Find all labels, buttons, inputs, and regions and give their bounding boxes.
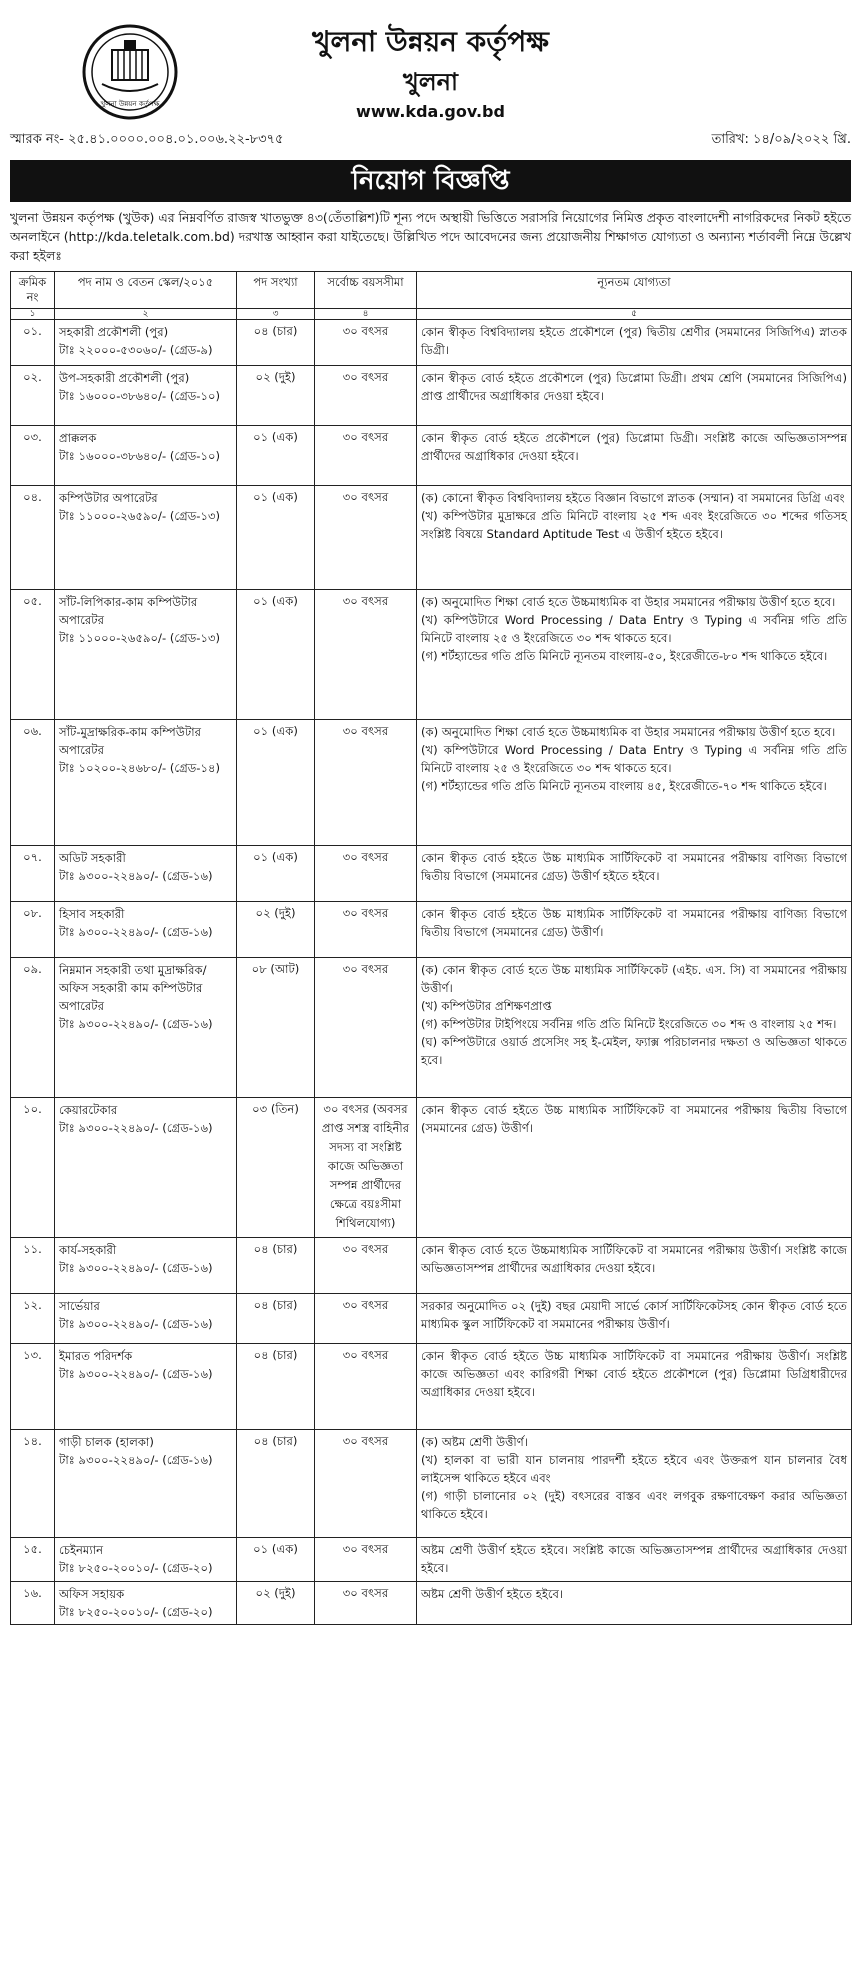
pay-scale: টাঃ ২২০০০-৫৩০৬০/- (গ্রেড-৯): [59, 343, 213, 357]
row-serial: ০৫.: [11, 590, 55, 720]
logo-caption: খুলনা উন্নয়ন কর্তৃপক্ষ: [100, 100, 160, 108]
intro-paragraph: খুলনা উন্নয়ন কর্তৃপক্ষ (খুউক) এর নিম্নবর্ণিত রাজস্ব খাতভুক্ত ৪৩(তেঁতাল্লিশ)টি শূন্য পদে অস্থায়ী ভিত্তিতে সরাসরি নিয়োগের নিমিত্ত প্রকৃত বাংলাদেশী নাগরিকদের নিকট হইতে অনলাইনে (http://kda.teletalk.com.bd) দরখাস্ত আহ্বান করা যাইতেছে। উল্লিখিত পদে আবেদনের জন্য প্রয়োজনীয় শিক্ষাগত যোগ্যতা ও অন্যান্য শর্তাবলী নিম্নে উল্লেখ করা হইলঃ: [10, 210, 851, 263]
row-qualification: [417, 1238, 852, 1294]
row-count: ০২ (দুই): [237, 366, 315, 426]
row-age: ৩০ বৎসর: [315, 320, 417, 366]
row-qualification: [417, 366, 852, 426]
qualification-line: কোন স্বীকৃত বোর্ড হইতে প্রকৌশলে (পুর) ডিপ্লোমা ডিগ্রী। সংশ্লিষ্ট কাজে অভিজ্ঞতাসম্পন্ন প্রার্থীদের অগ্রাধিকার দেওয়া হইবে।: [421, 431, 847, 463]
qualification-line: কোন স্বীকৃত বোর্ড হতে উচ্চমাধ্যমিক সার্টিফিকেট বা সমমানের পরীক্ষায় উত্তীর্ণ। সংশ্লিষ্ট কাজে অভিজ্ঞতাসম্পন্ন প্রার্থীদের অগ্রাধিকার দেওয়া হইবে।: [421, 1243, 847, 1275]
row-post: [55, 846, 237, 902]
qualification-line: কোন স্বীকৃত বিশ্ববিদ্যালয় হইতে প্রকৌশলে (পুর) দ্বিতীয় শ্রেণীর (সমমানের সিজিপিএ) স্নাতক ডিগ্রী।: [421, 325, 847, 357]
post-name: অডিট সহকারী: [59, 851, 126, 865]
row-count: ০১ (এক): [237, 486, 315, 590]
pay-scale: টাঃ ৯৩০০-২২৪৯০/- (গ্রেড-১৬): [59, 1367, 213, 1381]
row-age: ৩০ বৎসর: [315, 846, 417, 902]
row-count: ০২ (দুই): [237, 1582, 315, 1625]
memo-date: তারিখ: ১৪/০৯/২০২২ খ্রি.: [711, 132, 851, 147]
pay-scale: টাঃ ৮২৫০-২০০১০/- (গ্রেড-২০): [59, 1605, 213, 1619]
row-count: ০১ (এক): [237, 426, 315, 486]
row-count: ০১ (এক): [237, 1538, 315, 1582]
row-serial: ০৪.: [11, 486, 55, 590]
row-post: [55, 1344, 237, 1430]
table-row: [11, 486, 852, 590]
row-serial: ১৫.: [11, 1538, 55, 1582]
qualification-line: (গ) কম্পিউটার টাইপিংয়ে সর্বনিম্ন গতি প্রতি মিনিটে ইংরেজিতে ৩০ শব্দ ও বাংলায় ২৫ শব্দ।: [421, 1017, 837, 1031]
table-row: [11, 720, 852, 846]
qualification-line: (খ) কম্পিউটার প্রশিক্ষণপ্রাপ্ত: [421, 999, 552, 1013]
pay-scale: টাঃ ৯৩০০-২২৪৯০/- (গ্রেড-১৬): [59, 1317, 213, 1331]
colnum: ১: [11, 309, 55, 320]
row-qualification: [417, 1538, 852, 1582]
row-age: ৩০ বৎসর (অবসর প্রাপ্ত সশস্ত্র বাহিনীর সদস্য বা সংশ্লিষ্ট কাজে অভিজ্ঞতা সম্পন্ন প্রার্থীদের ক্ষেত্রে বয়ঃসীমা শিথিলযোগ্য): [315, 1098, 417, 1238]
row-age: ৩০ বৎসর: [315, 1344, 417, 1430]
qualification-line: কোন স্বীকৃত বোর্ড হইতে উচ্চ মাধ্যমিক সার্টিফিকেট বা সমমানের পরীক্ষায় উত্তীর্ণ। সংশ্লিষ্ট কাজে অভিজ্ঞতা এবং কারিগরী শিক্ষা বোর্ড হইতে প্রকৌশলে (পুর) ডিপ্লোমা ডিগ্রিধারীদের অগ্রাধিকার দেওয়া হইবে।: [421, 1349, 847, 1399]
table-row: [11, 902, 852, 958]
pay-scale: টাঃ ১৬০০০-৩৮৬৪০/- (গ্রেড-১০): [59, 389, 221, 403]
website-link[interactable]: www.kda.gov.bd: [356, 102, 505, 121]
row-age: ৩০ বৎসর: [315, 486, 417, 590]
row-age: ৩০ বৎসর: [315, 1238, 417, 1294]
qualification-line: (গ) শর্টহ্যান্ডের গতি প্রতি মিনিটে ন্যূনতম বাংলায়-৫০, ইংরেজীতে-৮০ শব্দ থাকিতে হইবে।: [421, 649, 828, 663]
row-serial: ০৩.: [11, 426, 55, 486]
pay-scale: টাঃ ৯৩০০-২২৪৯০/- (গ্রেড-১৬): [59, 1453, 213, 1467]
header-post: পদ নাম ও বেতন স্কেল/২০১৫: [55, 272, 237, 309]
row-post: [55, 902, 237, 958]
table-row: [11, 590, 852, 720]
row-age: ৩০ বৎসর: [315, 720, 417, 846]
row-serial: ১৬.: [11, 1582, 55, 1625]
post-name: ইমারত পরিদর্শক: [59, 1349, 133, 1363]
row-count: ০৪ (চার): [237, 1238, 315, 1294]
qualification-line: (ক) অনুমোদিত শিক্ষা বোর্ড হতে উচ্চমাধ্যমিক বা উহার সমমানের পরীক্ষায় উত্তীর্ণ হতে হবে।: [421, 595, 836, 609]
pay-scale: টাঃ ৯৩০০-২২৪৯০/- (গ্রেড-১৬): [59, 869, 213, 883]
row-qualification: [417, 1294, 852, 1344]
table-row: [11, 1294, 852, 1344]
header-count: পদ সংখ্যা: [237, 272, 315, 309]
post-name: অফিস সহায়ক: [59, 1587, 125, 1601]
letterhead: [10, 0, 851, 120]
row-serial: ০৮.: [11, 902, 55, 958]
post-name: সহকারী প্রকৌশলী (পুর): [59, 325, 169, 339]
row-serial: ০২.: [11, 366, 55, 426]
row-qualification: [417, 320, 852, 366]
row-serial: ১৩.: [11, 1344, 55, 1430]
row-count: ০৪ (চার): [237, 1294, 315, 1344]
reference-line: [10, 126, 851, 152]
row-qualification: [417, 846, 852, 902]
table-row: [11, 366, 852, 426]
row-age: ৩০ বৎসর: [315, 426, 417, 486]
table-row: [11, 1238, 852, 1294]
table-row: [11, 1098, 852, 1238]
pay-scale: টাঃ ৯৩০০-২২৪৯০/- (গ্রেড-১৬): [59, 1017, 213, 1031]
header-serial: ক্রমিক নং: [11, 272, 55, 309]
post-name: চেইনম্যান: [59, 1543, 103, 1557]
pay-scale: টাঃ ১১০০০-২৬৫৯০/- (গ্রেড-১৩): [59, 509, 221, 523]
table-row: [11, 320, 852, 366]
post-name: সাঁট-মুদ্রাক্ষরিক-কাম কম্পিউটার অপারেটর: [59, 725, 201, 757]
row-post: [55, 1430, 237, 1538]
row-post: [55, 958, 237, 1098]
row-serial: ০১.: [11, 320, 55, 366]
table-header-row: [11, 272, 852, 309]
row-post: [55, 1538, 237, 1582]
row-qualification: [417, 720, 852, 846]
row-post: [55, 1582, 237, 1625]
post-name: নিম্নমান সহকারী তথা মুদ্রাক্ষরিক/অফিস সহকারী কাম কম্পিউটার অপারেটর: [59, 963, 207, 1013]
post-name: সার্ভেয়ার: [59, 1299, 100, 1313]
table-row: [11, 1344, 852, 1430]
row-count: ০৩ (তিন): [237, 1098, 315, 1238]
qualification-line: (খ) কম্পিউটারে Word Processing / Data Entry ও Typing এ সর্বনিম্ন গতি প্রতি মিনিটে বাংলায় ২৫ ও ইংরেজিতে ৩০ শব্দ থাকতে হবে।: [421, 743, 847, 775]
pay-scale: টাঃ ১৬০০০-৩৮৬৪০/- (গ্রেড-১০): [59, 449, 221, 463]
row-count: ০২ (দুই): [237, 902, 315, 958]
qualification-line: (ক) অনুমোদিত শিক্ষা বোর্ড হতে উচ্চমাধ্যমিক বা উহার সমমানের পরীক্ষায় উত্তীর্ণ হতে হবে।: [421, 725, 836, 739]
row-age: ৩০ বৎসর: [315, 902, 417, 958]
recruitment-banner: নিয়োগ বিজ্ঞপ্তি: [10, 160, 851, 202]
qualification-line: (ক) কোন স্বীকৃত বোর্ড হতে উচ্চ মাধ্যমিক সার্টিফিকেট (এইচ. এস. সি) বা সমমানের পরীক্ষায় উত্তীর্ণ।: [421, 963, 847, 995]
qualification-line: কোন স্বীকৃত বোর্ড হইতে প্রকৌশলে (পুর) ডিপ্লোমা ডিগ্রী। প্রথম শ্রেণি (সমমানের সিজিপিএ) প্রাপ্ত প্রার্থীদের অগ্রাধিকার দেওয়া হইবে।: [421, 371, 847, 403]
row-qualification: [417, 902, 852, 958]
table-row: [11, 1430, 852, 1538]
qualification-line: (খ) হালকা বা ভারী যান চালনায় পারদর্শী হইতে হইবে এবং উক্তরূপ যান চালনার বৈধ লাইসেন্স থাকিতে হইবে এবং: [421, 1453, 847, 1485]
row-post: [55, 320, 237, 366]
row-serial: ১১.: [11, 1238, 55, 1294]
table-row: [11, 846, 852, 902]
qualification-line: (ক) অষ্টম শ্রেণী উত্তীর্ণ।: [421, 1435, 528, 1449]
table-row: [11, 958, 852, 1098]
row-age: ৩০ বৎসর: [315, 1294, 417, 1344]
qualification-line: (খ) কম্পিউটারে Word Processing / Data Entry ও Typing এ সর্বনিম্ন গতি প্রতি মিনিটে বাংলায় ২৫ ও ইংরেজিতে ৩০ শব্দ থাকতে হবে।: [421, 613, 847, 645]
qualification-line: (ক) কোনো স্বীকৃত বিশ্ববিদ্যালয় হইতে বিজ্ঞান বিভাগে স্নাতক (সম্মান) বা সমমানের ডিগ্রি এবং: [421, 491, 845, 505]
qualification-line: (খ) কম্পিউটার মুদ্রাক্ষরে প্রতি মিনিটে বাংলায় ২৫ শব্দ এবং ইংরেজিতে ৩০ শব্দের গতিসহ সংশ্লিষ্ট বিষয়ে Standard Aptitude Test এ উত্তীর্ণ হইতে হইবে।: [421, 509, 847, 541]
row-post: [55, 366, 237, 426]
row-serial: ০৭.: [11, 846, 55, 902]
post-name: গাড়ী চালক (হালকা): [59, 1435, 154, 1449]
row-post: [55, 720, 237, 846]
qualification-line: (ঘ) কম্পিউটারে ওয়ার্ড প্রসেসিং সহ ই-মেইল, ফ্যাক্স পরিচালনার দক্ষতা ও অভিজ্ঞতা থাকতে হবে।: [421, 1035, 847, 1067]
colnum: ৪: [315, 309, 417, 320]
qualification-line: কোন স্বীকৃত বোর্ড হইতে উচ্চ মাধ্যমিক সার্টিফিকেট বা সমমানের পরীক্ষায় বাণিজ্য বিভাগে দ্বিতীয় বিভাগে (সমমানের গ্রেড) উত্তীর্ণ।: [421, 907, 847, 939]
row-serial: ০৯.: [11, 958, 55, 1098]
memo-number: স্মারক নং- ২৫.৪১.০০০০.০০৪.০১.০০৬.২২-৮৩৭৫: [10, 132, 284, 147]
qualification-line: (গ) গাড়ী চালানোর ০২ (দুই) বৎসরের বাস্তব এবং লগবুক রক্ষণাবেক্ষণ করার অভিজ্ঞতা থাকিতে হইবে।: [421, 1489, 847, 1521]
row-serial: ১৪.: [11, 1430, 55, 1538]
header-age: সর্বোচ্চ বয়সসীমা: [315, 272, 417, 309]
row-qualification: [417, 486, 852, 590]
pay-scale: টাঃ ৮২৫০-২০০১০/- (গ্রেড-২০): [59, 1561, 213, 1575]
column-number-row: [11, 309, 852, 320]
row-post: [55, 1294, 237, 1344]
row-post: [55, 486, 237, 590]
row-age: ৩০ বৎসর: [315, 1582, 417, 1625]
row-serial: ০৬.: [11, 720, 55, 846]
row-age: ৩০ বৎসর: [315, 958, 417, 1098]
post-name: কম্পিউটার অপারেটর: [59, 491, 158, 505]
pay-scale: টাঃ ৯৩০০-২২৪৯০/- (গ্রেড-১৬): [59, 1261, 213, 1275]
colnum: ৩: [237, 309, 315, 320]
row-count: ০১ (এক): [237, 720, 315, 846]
table-row: [11, 426, 852, 486]
row-post: [55, 1238, 237, 1294]
qualification-line: সরকার অনুমোদিত ০২ (দুই) বছর মেয়াদী সার্ভে কোর্স সার্টিফিকেটসহ কোন স্বীকৃত বোর্ড হতে মাধ্যমিক স্কুল সার্টিফিকেট বা সমমানের পরীক্ষায় উত্তীর্ণ।: [421, 1299, 847, 1331]
row-qualification: [417, 590, 852, 720]
row-post: [55, 590, 237, 720]
row-age: ৩০ বৎসর: [315, 1538, 417, 1582]
pay-scale: টাঃ ১০২০০-২৪৬৮০/- (গ্রেড-১৪): [59, 761, 221, 775]
row-post: [55, 426, 237, 486]
colnum: ৫: [417, 309, 852, 320]
row-count: ০১ (এক): [237, 846, 315, 902]
row-qualification: [417, 1344, 852, 1430]
row-qualification: [417, 1430, 852, 1538]
pay-scale: টাঃ ৯৩০০-২২৪৯০/- (গ্রেড-১৬): [59, 1121, 213, 1135]
row-serial: ১০.: [11, 1098, 55, 1238]
authority-title: খুলনা উন্নয়ন কর্তৃপক্ষ: [312, 25, 549, 58]
header-qualification: ন্যূনতম যোগ্যতা: [417, 272, 852, 309]
qualification-line: কোন স্বীকৃত বোর্ড হইতে উচ্চ মাধ্যমিক সার্টিফিকেট বা সমমানের পরীক্ষায় বাণিজ্য বিভাগে দ্বিতীয় বিভাগে (সমমানের গ্রেড) উত্তীর্ণ হইতে হইবে।: [421, 851, 847, 883]
qualification-line: (গ) শর্টহ্যান্ডের গতি প্রতি মিনিটে ন্যূনতম বাংলায় ৪৫, ইংরেজীতে-৭০ শব্দ থাকিতে হইবে।: [421, 779, 827, 793]
post-name: কেয়ারটেকার: [59, 1103, 118, 1117]
row-count: ০৪ (চার): [237, 320, 315, 366]
post-name: হিসাব সহকারী: [59, 907, 125, 921]
row-qualification: [417, 426, 852, 486]
authority-city: খুলনা: [403, 67, 458, 96]
pay-scale: টাঃ ৯৩০০-২২৪৯০/- (গ্রেড-১৬): [59, 925, 213, 939]
row-count: ০১ (এক): [237, 590, 315, 720]
row-qualification: [417, 1098, 852, 1238]
post-name: উপ-সহকারী প্রকৌশলী (পুর): [59, 371, 190, 385]
qualification-line: কোন স্বীকৃত বোর্ড হইতে উচ্চ মাধ্যমিক সার্টিফিকেট বা সমমানের পরীক্ষায় দ্বিতীয় বিভাগে (সমমানের গ্রেড) উত্তীর্ণ।: [421, 1103, 847, 1135]
qualification-line: অষ্টম শ্রেণী উত্তীর্ণ হইতে হইবে। সংশ্লিষ্ট কাজে অভিজ্ঞতাসম্পন্ন প্রার্থীদের অগ্রাধিকার দেওয়া হইবে।: [421, 1543, 847, 1575]
row-serial: ১২.: [11, 1294, 55, 1344]
row-qualification: [417, 958, 852, 1098]
post-name: প্রাক্কলক: [59, 431, 97, 445]
row-age: ৩০ বৎসর: [315, 366, 417, 426]
row-post: [55, 1098, 237, 1238]
row-count: ০৮ (আট): [237, 958, 315, 1098]
pay-scale: টাঃ ১১০০০-২৬৫৯০/- (গ্রেড-১৩): [59, 631, 221, 645]
qualification-line: অষ্টম শ্রেণী উত্তীর্ণ হইতে হইবে।: [421, 1587, 564, 1601]
table-row: [11, 1538, 852, 1582]
colnum: ২: [55, 309, 237, 320]
post-name: সাঁট-লিপিকার-কাম কম্পিউটার অপারেটর: [59, 595, 198, 627]
post-name: কার্য-সহকারী: [59, 1243, 117, 1257]
table-row: [11, 1582, 852, 1625]
row-age: ৩০ বৎসর: [315, 1430, 417, 1538]
row-qualification: [417, 1582, 852, 1625]
vacancy-rows: [11, 320, 852, 1625]
vacancy-table: [10, 271, 852, 1625]
row-count: ০৪ (চার): [237, 1344, 315, 1430]
row-age: ৩০ বৎসর: [315, 590, 417, 720]
row-count: ০৪ (চার): [237, 1430, 315, 1538]
